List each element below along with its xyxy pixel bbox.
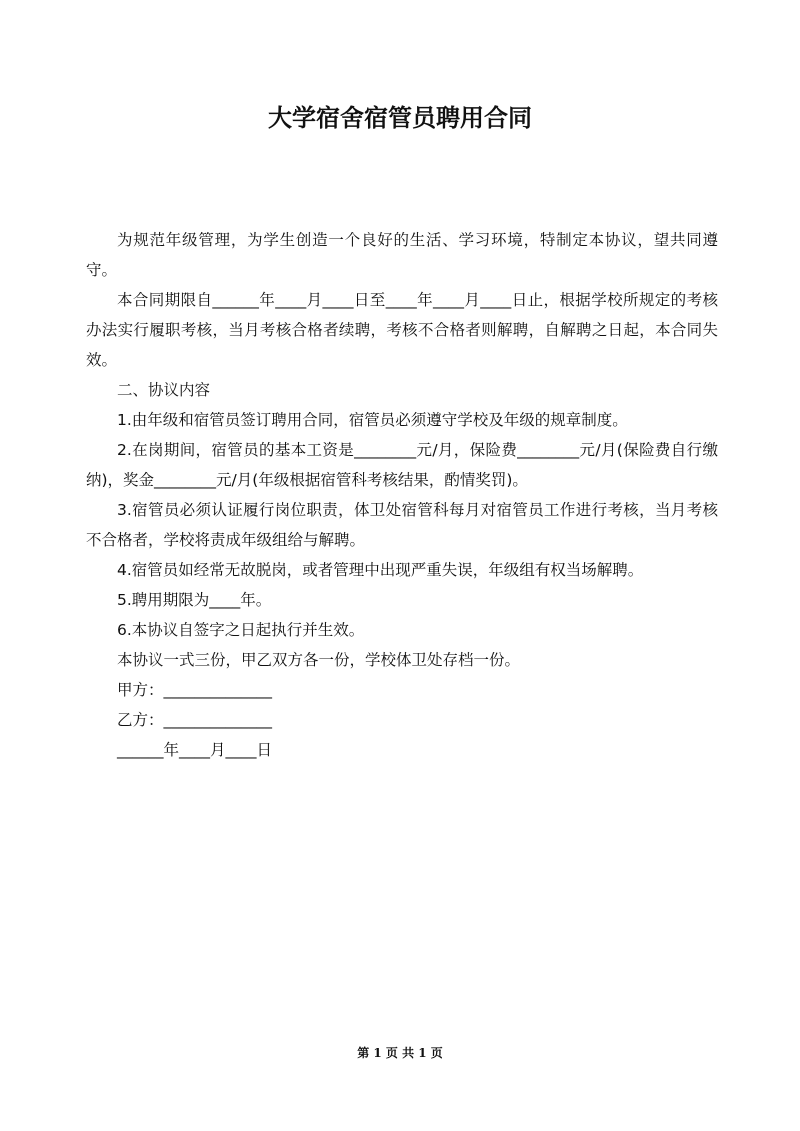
page-number-footer: 第 1 页 共 1 页 (357, 1046, 443, 1060)
intro-paragraph: 为规范年级管理，为学生创造一个良好的生活、学习环境，特制定本协议，望共同遵守。 (86, 231, 718, 279)
document-title: 大学宿舍宿管员聘用合同 (268, 104, 532, 132)
clause-5: 5.聘用期限为____年。 (117, 591, 272, 609)
clause-6: 6.本协议自签字之日起执行并生效。 (117, 621, 365, 639)
clause-2: 2.在岗期间，宿管员的基本工资是________元/月，保险费________元/月(保险费自行缴纳)，奖金________元/月(年级根据宿管科考核结果，酌情奖罚)。 (86, 441, 718, 489)
term-paragraph: 本合同期限自______年____月____日至____年____月____日止，根据学校所规定的考核办法实行履职考核，当月考核合格者续聘，考核不合格者则解聘，自解聘之日起，本合同失效。 (86, 291, 718, 369)
clause-4: 4.宿管员如经常无故脱岗，或者管理中出现严重失误，年级组有权当场解聘。 (117, 561, 644, 579)
party-b-signature-line: 乙方：______________ (117, 711, 273, 729)
copies-paragraph: 本协议一式三份，甲乙双方各一份，学校体卫处存档一份。 (117, 651, 521, 669)
date-line: ______年____月____日 (117, 741, 273, 759)
document-body (86, 225, 718, 765)
clause-3: 3.宿管员必须认证履行岗位职责，体卫处宿管科每月对宿管员工作进行考核，当月考核不合格者，学校将责成年级组给与解聘。 (86, 501, 718, 549)
party-a-signature-line: 甲方：______________ (117, 681, 273, 699)
clause-1: 1.由年级和宿管员签订聘用合同，宿管员必须遵守学校及年级的规章制度。 (117, 411, 628, 429)
section-heading: 二、协议内容 (117, 381, 211, 399)
